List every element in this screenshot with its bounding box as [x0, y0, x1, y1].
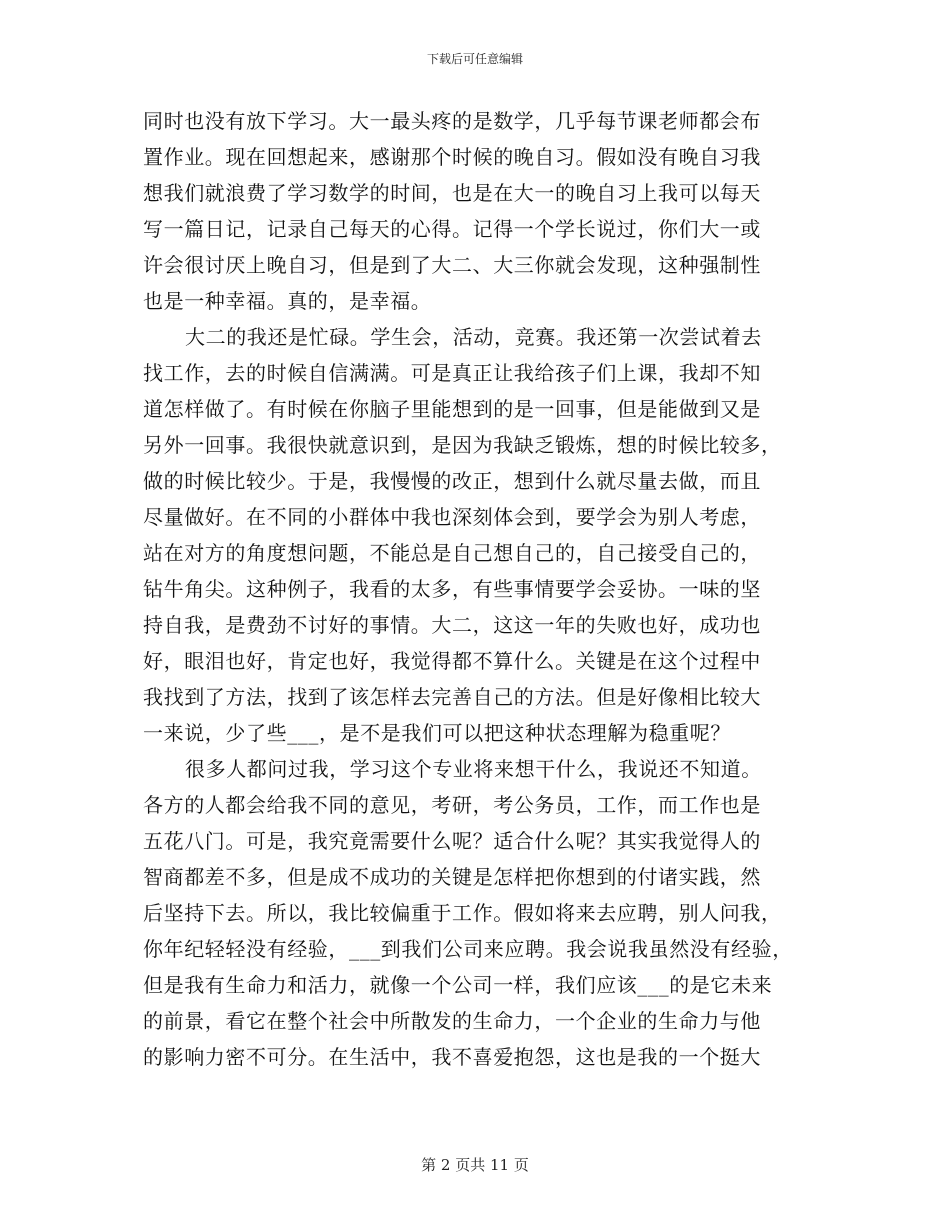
paragraph-start-line: 很多人都问过我，学习这个专业将来想干什么，我说还不知道。 — [185, 757, 762, 781]
page-footer: 第 2 页共 11 页 — [421, 1156, 529, 1174]
body-line: 各方的人都会给我不同的意见，考研，考公务员，工作，而工作也是 — [143, 793, 761, 817]
body-line: 同时也没有放下学习。大一最头疼的是数学，几乎每节课老师都会布 — [143, 109, 761, 133]
body-line: 做的时候比较少。于是，我慢慢的改正，想到什么就尽量去做，而且 — [143, 469, 761, 493]
body-line: 许会很讨厌上晚自习，但是到了大二、大三你就会发现，这种强制性 — [143, 253, 761, 277]
body-line: 另外一回事。我很快就意识到，是因为我缺乏锻炼，想的时候比较多， — [143, 433, 782, 457]
body-line: 五花八门。可是，我究竟需要什么呢？适合什么呢？其实我觉得人的 — [143, 829, 761, 853]
body-line: 站在对方的角度想问题，不能总是自己想自己的，自己接受自己的， — [143, 541, 761, 565]
body-line: 一来说，少了些___，是不是我们可以把这种状态理解为稳重呢？ — [143, 721, 731, 745]
body-line: 写一篇日记，记录自己每天的心得。记得一个学长说过，你们大一或 — [143, 217, 761, 241]
body-line: 道怎样做了。有时候在你脑子里能想到的是一回事，但是能做到又是 — [143, 397, 761, 421]
body-line: 的前景，看它在整个社会中所散发的生命力，一个企业的生命力与他 — [143, 1009, 761, 1033]
paragraph-start-line: 大二的我还是忙碌。学生会，活动，竞赛。我还第一次尝试着去 — [185, 325, 762, 349]
document-body — [143, 103, 807, 1075]
body-line: 后坚持下去。所以，我比较偏重于工作。假如将来去应聘，别人问我， — [143, 901, 782, 925]
body-line: 智商都差不多，但是成不成功的关键是怎样把你想到的付诸实践，然 — [143, 865, 761, 889]
body-line: 但是我有生命力和活力，就像一个公司一样，我们应该___的是它未来 — [143, 973, 773, 997]
body-line: 想我们就浪费了学习数学的时间，也是在大一的晚自习上我可以每天 — [143, 181, 761, 205]
body-line: 找工作，去的时候自信满满。可是真正让我给孩子们上课，我却不知 — [143, 361, 761, 385]
body-line: 好，眼泪也好，肯定也好，我觉得都不算什么。关键是在这个过程中 — [143, 649, 761, 673]
body-line: 你年纪轻轻没有经验，___到我们公司来应聘。我会说我虽然没有经验， — [143, 937, 793, 961]
body-line: 的影响力密不可分。在生活中，我不喜爱抱怨，这也是我的一个挺大 — [143, 1045, 761, 1069]
body-line: 置作业。现在回想起来，感谢那个时候的晚自习。假如没有晚自习我 — [143, 145, 761, 169]
body-line: 尽量做好。在不同的小群体中我也深刻体会到，要学会为别人考虑， — [143, 505, 761, 529]
page-header: 下载后可任意编辑 — [426, 52, 523, 66]
body-line: 也是一种幸福。真的，是幸福。 — [143, 289, 432, 313]
body-line: 钻牛角尖。这种例子，我看的太多，有些事情要学会妥协。一味的坚 — [143, 577, 761, 601]
body-line: 我找到了方法，找到了该怎样去完善自己的方法。但是好像相比较大 — [143, 685, 761, 709]
body-line: 持自我，是费劲不讨好的事情。大二，这这一年的失败也好，成功也 — [143, 613, 761, 637]
